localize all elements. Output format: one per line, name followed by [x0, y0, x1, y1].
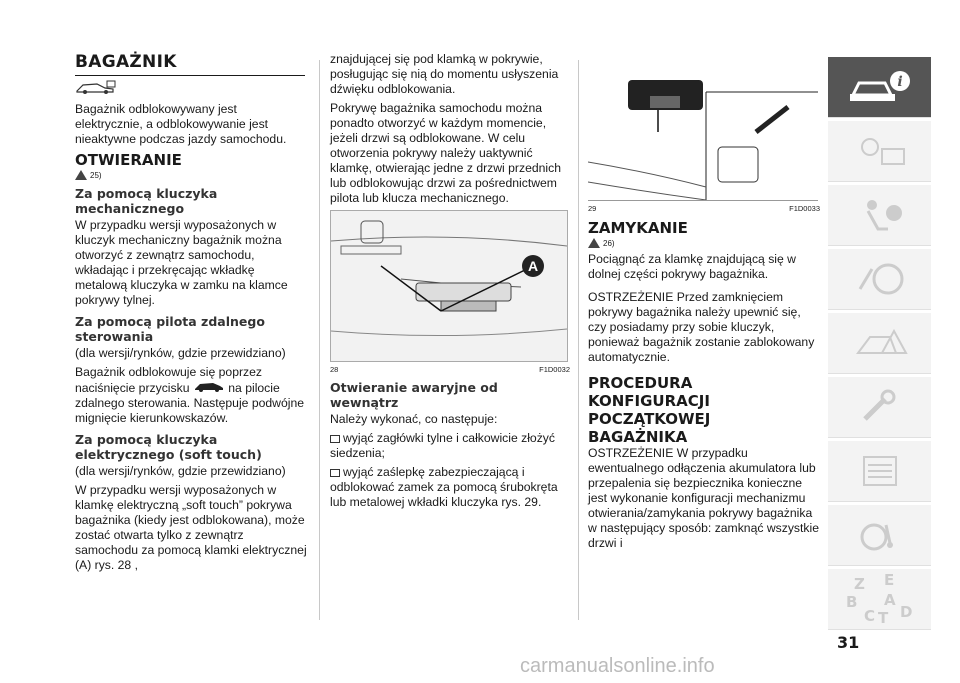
text-continued: znajdującej się pod klamką w pokrywie, posługując się nią do momentu usłyszenia dźwięku odblokowania.: [330, 52, 559, 96]
text-warning: OSTRZEŻENIE Przed zamknięciem pokrywy bagażnika należy upewnić się, czy posiadamy przy sobie kluczyk, ponieważ bagażnik zostanie zablokowany automatycznie.: [588, 290, 815, 364]
title-rule: [75, 75, 305, 76]
svg-text:i: i: [896, 74, 903, 90]
bullet-1: wyjąć zagłówki tylne i całkowicie złożyć siedzenia;: [330, 431, 555, 460]
tab-multimedia[interactable]: [828, 505, 931, 566]
watermark: carmanualsonline.info: [520, 655, 715, 677]
text-key: W przypadku wersji wyposażonych w kluczyk mechaniczny bagażnik można otworzyć z zewnątrz samochodu, wkładając i przekręcając wkładkę metalową kluczyka w zamku na klamce pokrywy tylnej.: [75, 218, 288, 307]
section-procedure-1: PROCEDURA: [588, 374, 693, 392]
text-soft-1: (dla wersji/rynków, gdzie przewidziano): [75, 464, 286, 478]
tech-data-icon: [850, 451, 910, 491]
bullet-icon: [330, 469, 340, 477]
intro-text: Bagażnik odblokowywany jest elektrycznie, a odblokowywanie jest nieaktywne podczas jazdy samochodu.: [75, 102, 287, 146]
index-icon: [840, 571, 920, 627]
heading-soft-touch: Za pomocą kluczyka elektrycznego (soft touch): [75, 432, 262, 462]
trunk-icon: [75, 80, 307, 99]
warning-icon: [75, 170, 87, 180]
column-divider: [319, 60, 320, 620]
section-closing: ZAMYKANIE: [588, 219, 688, 237]
section-procedure-3: POCZĄTKOWEJ: [588, 410, 711, 428]
middle-column: [330, 52, 570, 514]
right-column: [588, 52, 820, 555]
svg-text:Z: Z: [853, 575, 865, 593]
heading-key: Za pomocą kluczyka mechanicznego: [75, 186, 218, 216]
text-procedure: OSTRZEŻENIE W przypadku ewentualnego odłączenia akumulatora lub przepalenia się bezpiecznika konieczne jest wykonanie konfiguracji mechanizmu otwierania/zamykania pokrywy bagażnika w następujący sposób: zamknąć wszystkie drzwi i: [588, 446, 819, 550]
text-remote-2: Bagażnik odblokowuje się poprzez naciśnięcie przycisku na pilocie zdalnego sterowania. Następuje podwójne mignięcie kierunkowskazów.: [75, 365, 305, 425]
roadside-warning-icon: [850, 323, 910, 363]
trunk-button-icon: [193, 381, 225, 395]
tab-roadside[interactable]: [828, 313, 931, 374]
page-number: 31: [837, 633, 860, 652]
svg-text:A: A: [883, 591, 896, 609]
section-procedure-4: BAGAŻNIKA: [588, 428, 688, 446]
tab-airbag[interactable]: [828, 185, 931, 246]
heading-emergency: Otwieranie awaryjne od wewnątrz: [330, 380, 498, 410]
left-column: [75, 52, 307, 577]
svg-text:C: C: [863, 607, 875, 625]
text-soft-2: W przypadku wersji wyposażonych w klamkę elektryczną „soft touch” pokrywa bagażnika (kiedy jest odblokowana), może zostać otwarta tylko z zewnątrz samochodu za pomocą klamki elektrycznej (A) rys. 28 ,: [75, 483, 307, 572]
heading-remote: Za pomocą pilota zdalnego sterowania: [75, 314, 265, 344]
figure-28: [330, 210, 568, 362]
section-opening: OTWIERANIE: [75, 151, 182, 169]
tab-warning-lights[interactable]: [828, 121, 931, 182]
section-procedure-2: KONFIGURACJI: [588, 392, 710, 410]
tab-car-info[interactable]: [828, 57, 931, 118]
multimedia-icon: [850, 515, 910, 555]
tab-tech-data[interactable]: [828, 441, 931, 502]
tab-index[interactable]: [828, 569, 931, 630]
bullet-2: wyjąć zaślepkę zabezpieczającą i odblokować zamek za pomocą śrubokręta lub metalowej wkładki kluczyka rys. 29.: [330, 465, 558, 509]
service-wrench-icon: [850, 387, 910, 427]
warning-icon: [588, 238, 600, 248]
note-ref: 26): [588, 238, 820, 248]
svg-text:B: B: [845, 593, 857, 611]
column-divider: [578, 60, 579, 620]
figure-28-caption: 28 F1D0032: [330, 365, 570, 374]
chapter-sidebar: [828, 57, 931, 633]
svg-text:T: T: [877, 609, 888, 627]
text-open-anytime: Pokrywę bagażnika samochodu można ponadto otworzyć w każdym momencie, jeżeli drzwi są odblokowane. W celu otworzenia pokrywy należy uaktywnić klamkę, otwierając jedne z drzwi przednich lub odblokowując drzwi za pośrednictwem pilota lub klucza mechanicznego.: [330, 101, 561, 205]
callout-a: A: [527, 258, 539, 274]
car-info-icon: [845, 67, 915, 107]
svg-text:D: D: [899, 603, 912, 621]
figure-29-caption: 29 F1D0033: [588, 204, 820, 213]
bullet-icon: [330, 435, 340, 443]
figure-29: [588, 52, 818, 201]
text-remote-1: (dla wersji/rynków, gdzie przewidziano): [75, 346, 286, 360]
text-closing: Pociągnąć za klamkę znajdującą się w dolnej części pokrywy bagażnika.: [588, 252, 796, 281]
page-title: BAGAŻNIK: [75, 52, 177, 72]
tab-steering[interactable]: [828, 249, 931, 310]
steering-wheel-icon: [850, 259, 910, 299]
airbag-icon: [850, 195, 910, 235]
warning-lights-icon: [850, 131, 910, 171]
note-ref: 25): [75, 170, 307, 180]
text-emergency: Należy wykonać, co następuje:: [330, 412, 498, 426]
tab-service[interactable]: [828, 377, 931, 438]
svg-text:E: E: [883, 571, 894, 589]
